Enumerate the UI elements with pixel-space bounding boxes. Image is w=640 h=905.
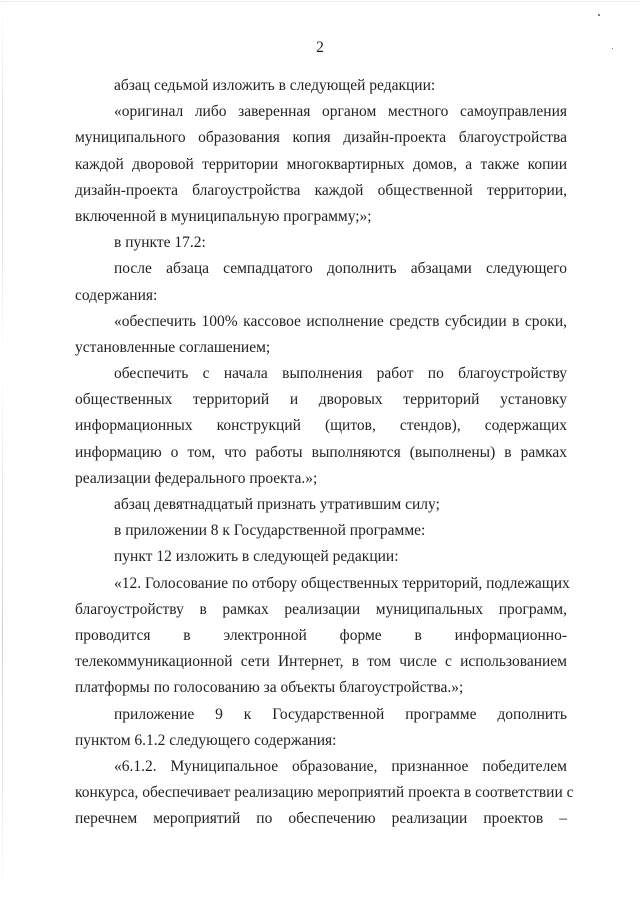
page-number: 2 <box>316 39 324 56</box>
text-line: «оригинал либо заверенная органом местного самоуправления <box>114 103 567 121</box>
text-line: каждой дворовой территории многоквартирных домов, а также копии <box>75 155 567 173</box>
text-line: содержания: <box>75 286 158 304</box>
text-line: после абзаца семпадцатого дополнить абзацами следующего <box>114 260 567 278</box>
text-line: пунктом 6.1.2 следующего содержания: <box>75 731 337 749</box>
scan-edge-top <box>0 1 640 2</box>
scan-speck <box>598 14 600 16</box>
text-line: реализации федерального проекта.»; <box>75 469 318 487</box>
text-line: пункт 12 изложить в следующей редакции: <box>114 548 399 566</box>
text-line: конкурса, обеспечивает реализацию мероприятий проекта в соответствии с <box>75 784 574 802</box>
text-line: «12. Голосование по отбору общественных территорий, подлежащих <box>114 574 570 592</box>
text-line: включенной в муниципальную программу;»; <box>75 207 372 225</box>
text-line: «обеспечить 100% кассовое исполнение средств субсидии в сроки, <box>114 312 567 330</box>
text-line: установленные соглашением; <box>75 338 271 356</box>
text-line: телекоммуникационной сети Интернет, в том числе с использованием <box>75 653 567 671</box>
text-line: информационных конструкций (щитов, стендов), содержащих <box>75 417 567 435</box>
text-line: приложение 9 к Государственной программе дополнить <box>114 705 567 723</box>
text-line: абзац седьмой изложить в следующей редакции: <box>114 77 436 94</box>
text-line: дизайн-проекта благоустройства каждой общественной территории, <box>75 181 567 199</box>
text-line: перечнем мероприятий по обеспечению реализации проектов – <box>75 810 567 828</box>
text-line: благоустройству в рамках реализации муниципальных программ, <box>75 600 567 618</box>
document-body <box>75 75 574 834</box>
text-line: «6.1.2. Муниципальное образование, признанное победителем <box>114 757 567 775</box>
text-line: в приложении 8 к Государственной программе: <box>114 522 426 540</box>
text-line: муниципального образования копия дизайн-проекта благоустройства <box>75 129 567 147</box>
text-line: проводится в электронной форме в информационно- <box>75 626 567 644</box>
text-line: платформы по голосованию за объекты благоустройства.»; <box>75 679 464 697</box>
text-line: обеспечить с начала выполнения работ по благоустройству <box>114 365 567 383</box>
text-line: в пункте 17.2: <box>114 234 206 252</box>
text-line: информацию о том, что работы выполняются (выполнены) в рамках <box>75 443 567 461</box>
scan-edge-left <box>2 0 3 905</box>
text-line: общественных территорий и дворовых территорий установку <box>75 391 567 409</box>
text-line: абзац девятнадцатый признать утратившим силу; <box>114 496 440 513</box>
